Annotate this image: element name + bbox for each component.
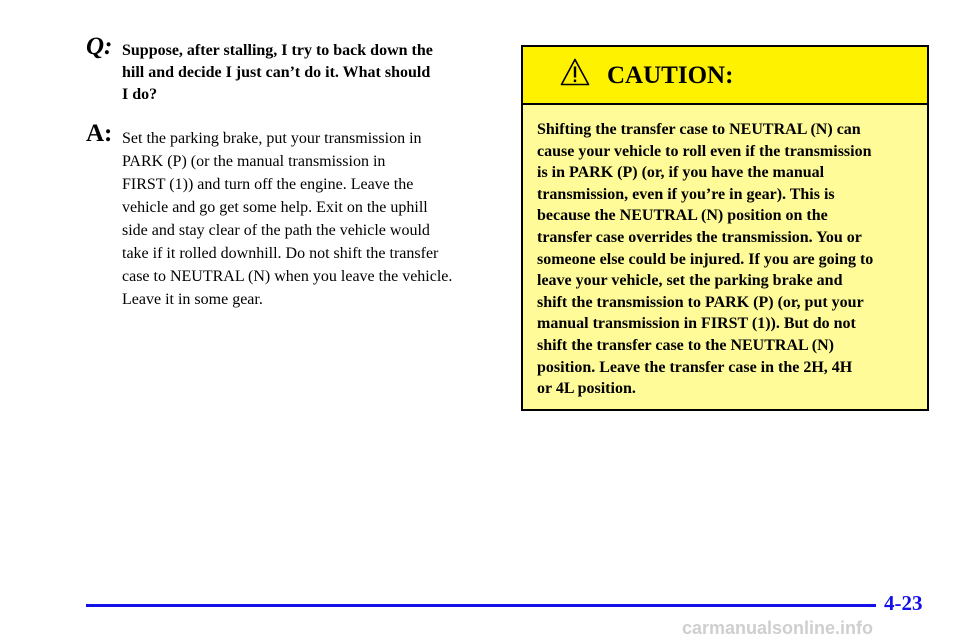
caution-line: because the NEUTRAL (N) position on the [537,207,828,225]
answer-line: Set the parking brake, put your transmission in [122,130,422,147]
caution-box [521,45,929,411]
caution-line: transfer case overrides the transmission. You or [537,228,862,246]
caution-line: manual transmission in FIRST (1)). But do not [537,315,856,333]
question-line: I do? [122,86,158,103]
watermark: carmanualsonline.info [682,618,874,638]
question-line: Suppose, after stalling, I try to back down the [122,42,433,59]
caution-line: or 4L position. [537,380,636,398]
caution-line: shift the transmission to PARK (P) (or, put your [537,293,864,311]
caution-line: position. Leave the transfer case in the 2H, 4H [537,358,853,376]
answer-row [86,120,496,311]
caution-line: is in PARK (P) (or, if you have the manual [537,164,825,182]
answer-marker: A: [86,120,113,147]
question-row [86,33,496,106]
caution-line: shift the transfer case to the NEUTRAL (N) [537,336,834,354]
page-number: 4-23 [884,591,923,615]
caution-line: leave your vehicle, set the parking brake and [537,272,843,290]
answer-line: vehicle and go get some help. Exit on the uphill [122,199,428,216]
answer-line: PARK (P) (or the manual transmission in [122,153,386,170]
answer-line: case to NEUTRAL (N) when you leave the vehicle. [122,268,453,285]
question-text [122,40,472,106]
answer-line: Leave it in some gear. [122,291,263,308]
caution-line: transmission, even if you’re in gear). This is [537,185,835,203]
caution-title: CAUTION: [607,62,734,89]
answer-line: FIRST (1)) and turn off the engine. Leave the [122,176,414,193]
question-marker: Q: [86,33,113,60]
answer-text [122,127,494,311]
caution-line: Shifting the transfer case to NEUTRAL (N) can [537,121,861,138]
warning-triangle-icon [560,58,590,86]
answer-line: take if it rolled downhill. Do not shift the transfer [122,245,439,262]
footer-rule [86,604,876,607]
caution-line: someone else could be injured. If you are going to [537,250,874,268]
caution-line: cause your vehicle to roll even if the transmission [537,142,872,160]
caution-body [537,119,917,400]
question-line: hill and decide I just can’t do it. What should [122,64,431,81]
caution-header [523,47,927,105]
qa-section [86,33,496,311]
answer-line: side and stay clear of the path the vehicle would [122,222,430,239]
